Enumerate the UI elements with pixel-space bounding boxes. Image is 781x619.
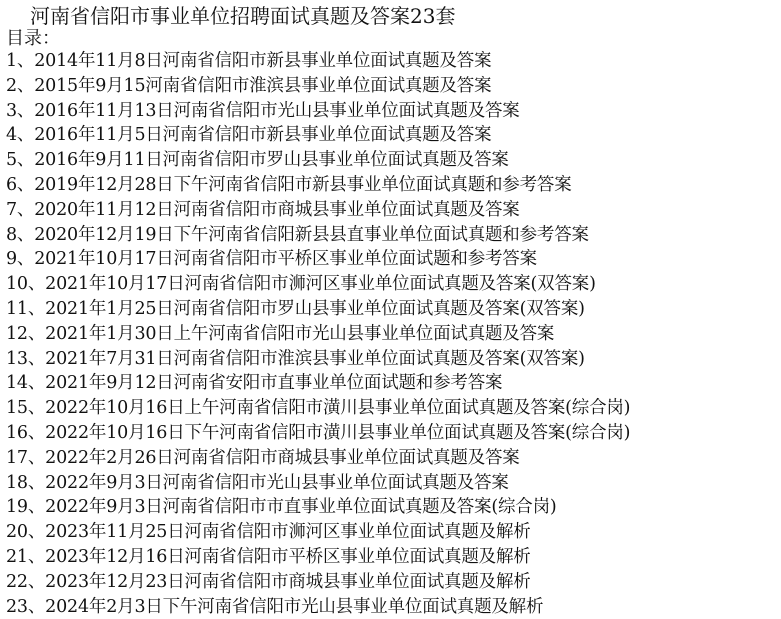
toc-item: 17、2022年2月26日河南省信阳市商城县事业单位面试真题及答案	[6, 447, 520, 468]
toc-item: 15、2022年10月16日上午河南省信阳市潢川县事业单位面试真题及答案(综合岗)	[6, 398, 631, 419]
toc-item: 21、2023年12月16日河南省信阳市平桥区事业单位面试真题及解析	[6, 546, 531, 567]
toc-item: 12、2021年1月30日上午河南省信阳市光山县事业单位面试真题及答案	[6, 323, 555, 344]
toc-item: 5、2016年9月11日河南省信阳市罗山县事业单位面试真题及答案	[6, 150, 509, 171]
toc-item: 3、2016年11月13日河南省信阳市光山县事业单位面试真题及答案	[6, 100, 520, 121]
toc-item: 16、2022年10月16日下午河南省信阳市潢川县事业单位面试真题及答案(综合岗)	[6, 422, 631, 443]
toc-item: 22、2023年12月23日河南省信阳市商城县事业单位面试真题及解析	[6, 571, 531, 592]
toc-item: 13、2021年7月31日河南省信阳市淮滨县事业单位面试真题及答案(双答案)	[6, 348, 585, 369]
toc-item: 11、2021年1月25日河南省信阳市罗山县事业单位面试真题及答案(双答案)	[6, 298, 585, 319]
toc-item: 19、2022年9月3日河南省信阳市市直事业单位面试真题及答案(综合岗)	[6, 497, 557, 518]
toc-item: 7、2020年11月12日河南省信阳市商城县事业单位面试真题及答案	[6, 199, 520, 220]
toc-item: 18、2022年9月3日河南省信阳市光山县事业单位面试真题及答案	[6, 472, 509, 493]
document-title: 河南省信阳市事业单位招聘面试真题及答案23套	[30, 4, 456, 28]
toc-item: 8、2020年12月19日下午河南省信阳新县县直事业单位面试真题和参考答案	[6, 224, 589, 245]
toc-item: 1、2014年11月8日河南省信阳市新县事业单位面试真题及答案	[6, 51, 492, 71]
toc-item: 14、2021年9月12日河南省安阳市直事业单位面试题和参考答案	[6, 373, 503, 394]
document	[6, 4, 775, 619]
toc-item: 20、2023年11月25日河南省信阳市浉河区事业单位面试真题及解析	[6, 522, 531, 543]
toc-item: 9、2021年10月17日河南省信阳市平桥区事业单位面试题和参考答案	[6, 249, 537, 270]
toc-item: 4、2016年11月5日河南省信阳市新县事业单位面试真题及答案	[6, 125, 492, 146]
toc-item: 6、2019年12月28日下午河南省信阳市新县事业单位面试真题和参考答案	[6, 174, 572, 195]
toc-item: 10、2021年10月17日河南省信阳市浉河区事业单位面试真题及答案(双答案)	[6, 274, 596, 295]
toc-list	[6, 49, 775, 619]
toc-item: 23、2024年2月3日下午河南省信阳市光山县事业单位面试真题及解析	[6, 596, 544, 617]
toc-item: 2、2015年9月15河南省信阳市淮滨县事业单位面试真题及答案	[6, 75, 492, 96]
toc-heading: 目录：	[6, 28, 60, 49]
